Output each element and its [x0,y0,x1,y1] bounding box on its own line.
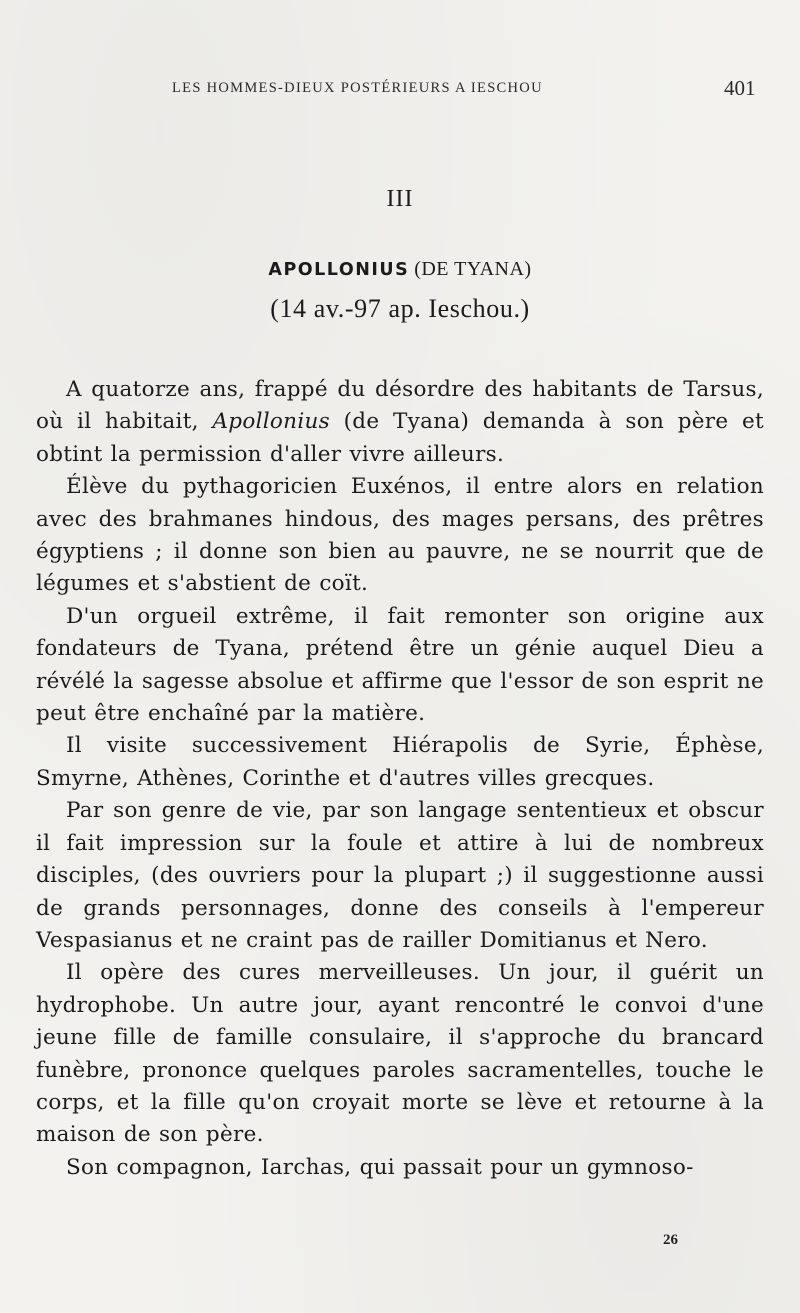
paragraph-7-text: Son compagnon, Iarchas, qui passait pour un gymnoso- [66,1154,694,1180]
paragraph-2-text: Élève du pythagoricien Euxénos, il entre alors en relation avec des brahmanes hindous, des mages persans, des prêtres égyptiens ; il donne son bien au pauvre, ne se nourrit que de légumes et s'abstient de coït. [36,474,764,597]
paragraph-5 [36,795,764,957]
paragraph-1-italic-name: Apollonius [212,409,330,435]
paragraph-1-text-end: (de Tyana) demanda à son père et obtint la permission d'aller vivre ailleurs. [36,409,764,467]
paragraph-5-text: Par son genre de vie, par son langage sententieux et obscur il fait impression sur la foule et attire à lui de nombreux disciples, (des ouvriers pour la plupart ;) il suggestionne aussi de grands personnages, donne des conseils à l'empereur Vespasianus et ne craint pas de railler Domitianus et Nero. [36,798,764,953]
chapter-title-origin: (DE TYANA) [414,258,532,280]
running-head: LES HOMMES-DIEUX POSTÉRIEURS A IESCHOU [172,80,543,96]
paragraph-6-text: Il opère des cures merveilleuses. Un jour, il guérit un hydrophobe. Un autre jour, ayant rencontré le convoi d'une jeune fille de famille consulaire, il s'approche du brancard funèbre, prononce quelques paroles sacramentelles, touche le corps, et la fille qu'on croyait morte se lève et retourne à la maison de son père. [36,960,764,1148]
body-text [36,374,764,1184]
paragraph-3 [36,601,764,731]
paragraph-1 [36,374,764,471]
page-number: 401 [724,76,756,100]
part-number: III [386,186,414,212]
paragraph-1-text-start: A quatorze ans, frappé du désordre des habitants de Tarsus, où il habitait, [36,377,764,435]
chapter-dates: (14 av.-97 ap. Ieschou.) [270,294,530,323]
paragraph-4 [36,730,764,795]
signature-mark: 26 [663,1232,678,1248]
paragraph-7 [36,1152,764,1184]
chapter-title-name: APOLLONIUS [268,260,410,280]
paragraph-4-text: Il visite successivement Hiérapolis de Syrie, Éphèse, Smyrne, Athènes, Corinthe et d'autres villes grecques. [36,733,764,791]
chapter-title [0,258,800,281]
paragraph-2 [36,471,764,601]
paragraph-6 [36,957,764,1151]
paragraph-3-text: D'un orgueil extrême, il fait remonter son origine aux fondateurs de Tyana, prétend être un génie auquel Dieu a révélé la sagesse absolue et affirme que l'essor de son esprit ne peut être enchaîné par la matière. [36,603,764,727]
